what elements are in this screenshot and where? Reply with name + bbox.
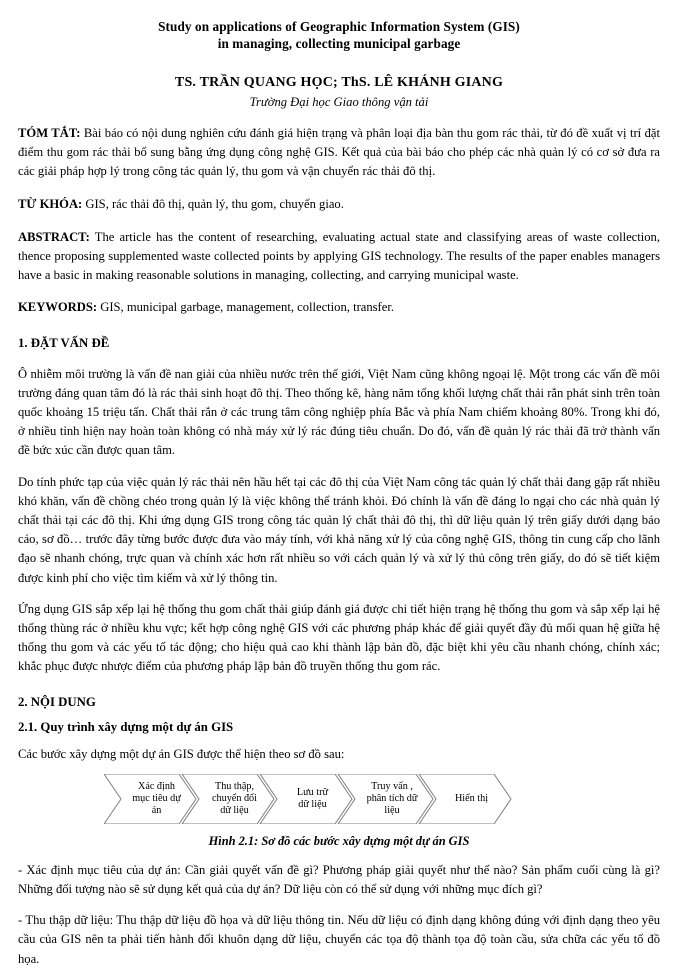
section-1-heading: 1. ĐẶT VẤN ĐỀ [18, 335, 110, 350]
section-2-1-heading: 2.1. Quy trình xây dựng một dự án GIS [18, 719, 234, 734]
abstract-english [18, 228, 660, 286]
chevron-step-label-line: Thu thập, [214, 781, 255, 793]
process-flow-diagram [18, 774, 660, 824]
abstract-vietnamese-text: Bài báo có nội dung nghiên cứu đánh giá hiện trạng và phân loại địa bàn thu gom rác thải, từ đó đề xuất vị trí đặt điểm thu gom rác thải bổ sung bằng ứng dụng công nghệ GIS. Kết quả của bài báo cho phép các nhà quản lý có cơ sở đưa ra các giải pháp hợp lý trong công tác quản lý, thu gom và vận chuyển rác thải đô thị. [18, 126, 660, 179]
chevron-step-label-line: dữ liệu [220, 804, 249, 816]
chevron-step-label-line: dữ liệu [298, 798, 327, 810]
chevron-step-label-line: liệu [384, 804, 400, 816]
figure-caption: Hình 2.1: Sơ đồ các bước xây dựng một dự án GIS [208, 833, 470, 848]
chevron-step-label-line: chuyển đổi [212, 793, 257, 805]
abstract-english-text: The article has the content of researching, evaluating actual state and classifying areas of waste collection, thence proposing supplemented waste collected points by applying GIS technology. The results of the paper enables managers have a basic in making reasonable solutions in managing, collecting, and carrying municipal waste. [18, 229, 660, 283]
title-line-2: in managing, collecting municipal garbage [217, 36, 461, 51]
section-2-1-lead: Các bước xây dựng một dự án GIS được thể hiện theo sơ đồ sau: [18, 746, 345, 761]
chevron-diagram-canvas [104, 774, 574, 824]
title-line-1: Study on applications of Geographic Information System (GIS) [158, 19, 520, 34]
page-title [18, 18, 660, 52]
section-1-paragraph-1: Ô nhiễm môi trường là vấn đề nan giải của nhiều nước trên thế giới, Việt Nam cũng không ngoại lệ. Một trong các vấn đề môi trường đáng quan tâm đó là rác thải sinh hoạt đô thị. Theo thống kê, hàng năm tổng khối lượng chất thải rắn phát sinh trên toàn quốc khoảng 15 triệu tấn. Chất thải rắn ở các trung tâm công nghiệp phía Bắc và phía Nam chiếm khoảng 80%. Trong khi đó, ở nhiều tỉnh hiện nay hoàn toàn không có nhà máy xử lý rác đúng tiêu chuẩn. Do đó, vấn đề quản lý rác thải đã trở thành vấn đề bức xúc cần được quan tâm. [18, 366, 660, 458]
keywords-vietnamese-label: TỪ KHÓA: [18, 196, 83, 211]
keywords-english [18, 298, 660, 317]
section-2-1-bullet-2: - Thu thập dữ liệu: Thu thập dữ liệu đồ họa và dữ liệu thông tin. Nếu dữ liệu có định dạng không đúng với định dạng theo yêu cầu của GIS nên ta phải tiến hành đổi khuôn dạng dữ liệu, chuyển các tọa độ thành tọa độ toàn cầu, sửa chữa các yếu tố đồ họa. [18, 913, 660, 966]
abstract-english-label: ABSTRACT: [18, 229, 90, 244]
affiliation: Trường Đại học Giao thông vận tải [249, 95, 429, 109]
section-2-heading: 2. NỘI DUNG [18, 694, 96, 709]
authors: TS. TRẦN QUANG HỌC; ThS. LÊ KHÁNH GIANG [174, 75, 504, 90]
chevron-step-label-line: án [151, 804, 162, 816]
keywords-vietnamese [18, 195, 660, 214]
abstract-vietnamese [18, 124, 660, 182]
section-1-paragraph-2: Do tính phức tạp của việc quản lý rác thải nên hầu hết tại các đô thị của Việt Nam công tác quản lý chất thải đang gặp rất nhiều khó khăn, vấn đề chồng chéo trong quản lý là việc không thể tránh khỏi. Đó chính là vấn đề đáng lo ngại cho các nhà quản lý chất thải tại các đô thị. Khi ứng dụng GIS trong công tác quản lý chất thải đô thị, thì dữ liệu quản lý trên giấy dưới dạng báo cáo, sơ đồ… trước đây từng bước được đưa vào máy tính, với khả năng xử lý của công nghệ GIS, thông tin cung cấp cho lãnh đạo sẽ nhanh chóng, trực quan và chính xác hơn rất nhiều so với cách quản lý và xử lý thủ công trên giấy, do đó sẽ tiết kiệm được kinh phí cho việc tìm kiếm và xử lý thông tin. [18, 474, 660, 585]
chevron-shapes [104, 774, 574, 824]
abstract-vietnamese-label: TÓM TẮT: [18, 126, 81, 140]
chevron-step-label-line: Xác định [137, 781, 176, 793]
section-2-1-bullet-1: - Xác định mục tiêu của dự án: Cần giải quyết vấn đề gì? Phương pháp giải quyết như thế nào? Sản phẩm cuối cùng là gì? Những đối tượng nào sẽ sử dụng kết quả của dự án? Dữ liệu còn có thể sử dụng với những mục đích gì? [18, 862, 660, 897]
keywords-vietnamese-text: GIS, rác thải đô thị, quản lý, thu gom, chuyển giao. [82, 196, 344, 211]
chevron-step-label-line: Truy vấn , [371, 781, 413, 793]
chevron-step-label-line: Lưu trữ [296, 787, 329, 799]
chevron-step-label-line: Hiển thị [454, 793, 489, 805]
keywords-english-label: KEYWORDS: [18, 300, 98, 315]
chevron-step-label-line: mục tiêu dự [132, 793, 181, 805]
section-1-paragraph-3: Ứng dụng GIS sắp xếp lại hệ thống thu gom chất thải giúp đánh giá được chi tiết hiện trạng hệ thống thu gom và sắp xếp lại hệ thống thùng rác ở nhiều khu vực; kết hợp công nghệ GIS với các phương pháp khác để giải quyết đầy đủ mối quan hệ giữa hệ thống thu gom và các yếu tố tác động; cho hiệu quả cao khi thành lập bản đồ, đặc biệt khi yêu cầu nhanh chóng, chính xác; khắc phục được nhược điểm của phương pháp lập bản đồ truyền thống thu gom rác. [18, 601, 660, 674]
chevron-step-label-line: phân tích dữ [366, 793, 418, 805]
chevron-step-1 [104, 774, 196, 824]
keywords-english-text: GIS, municipal garbage, management, collection, transfer. [97, 300, 394, 315]
